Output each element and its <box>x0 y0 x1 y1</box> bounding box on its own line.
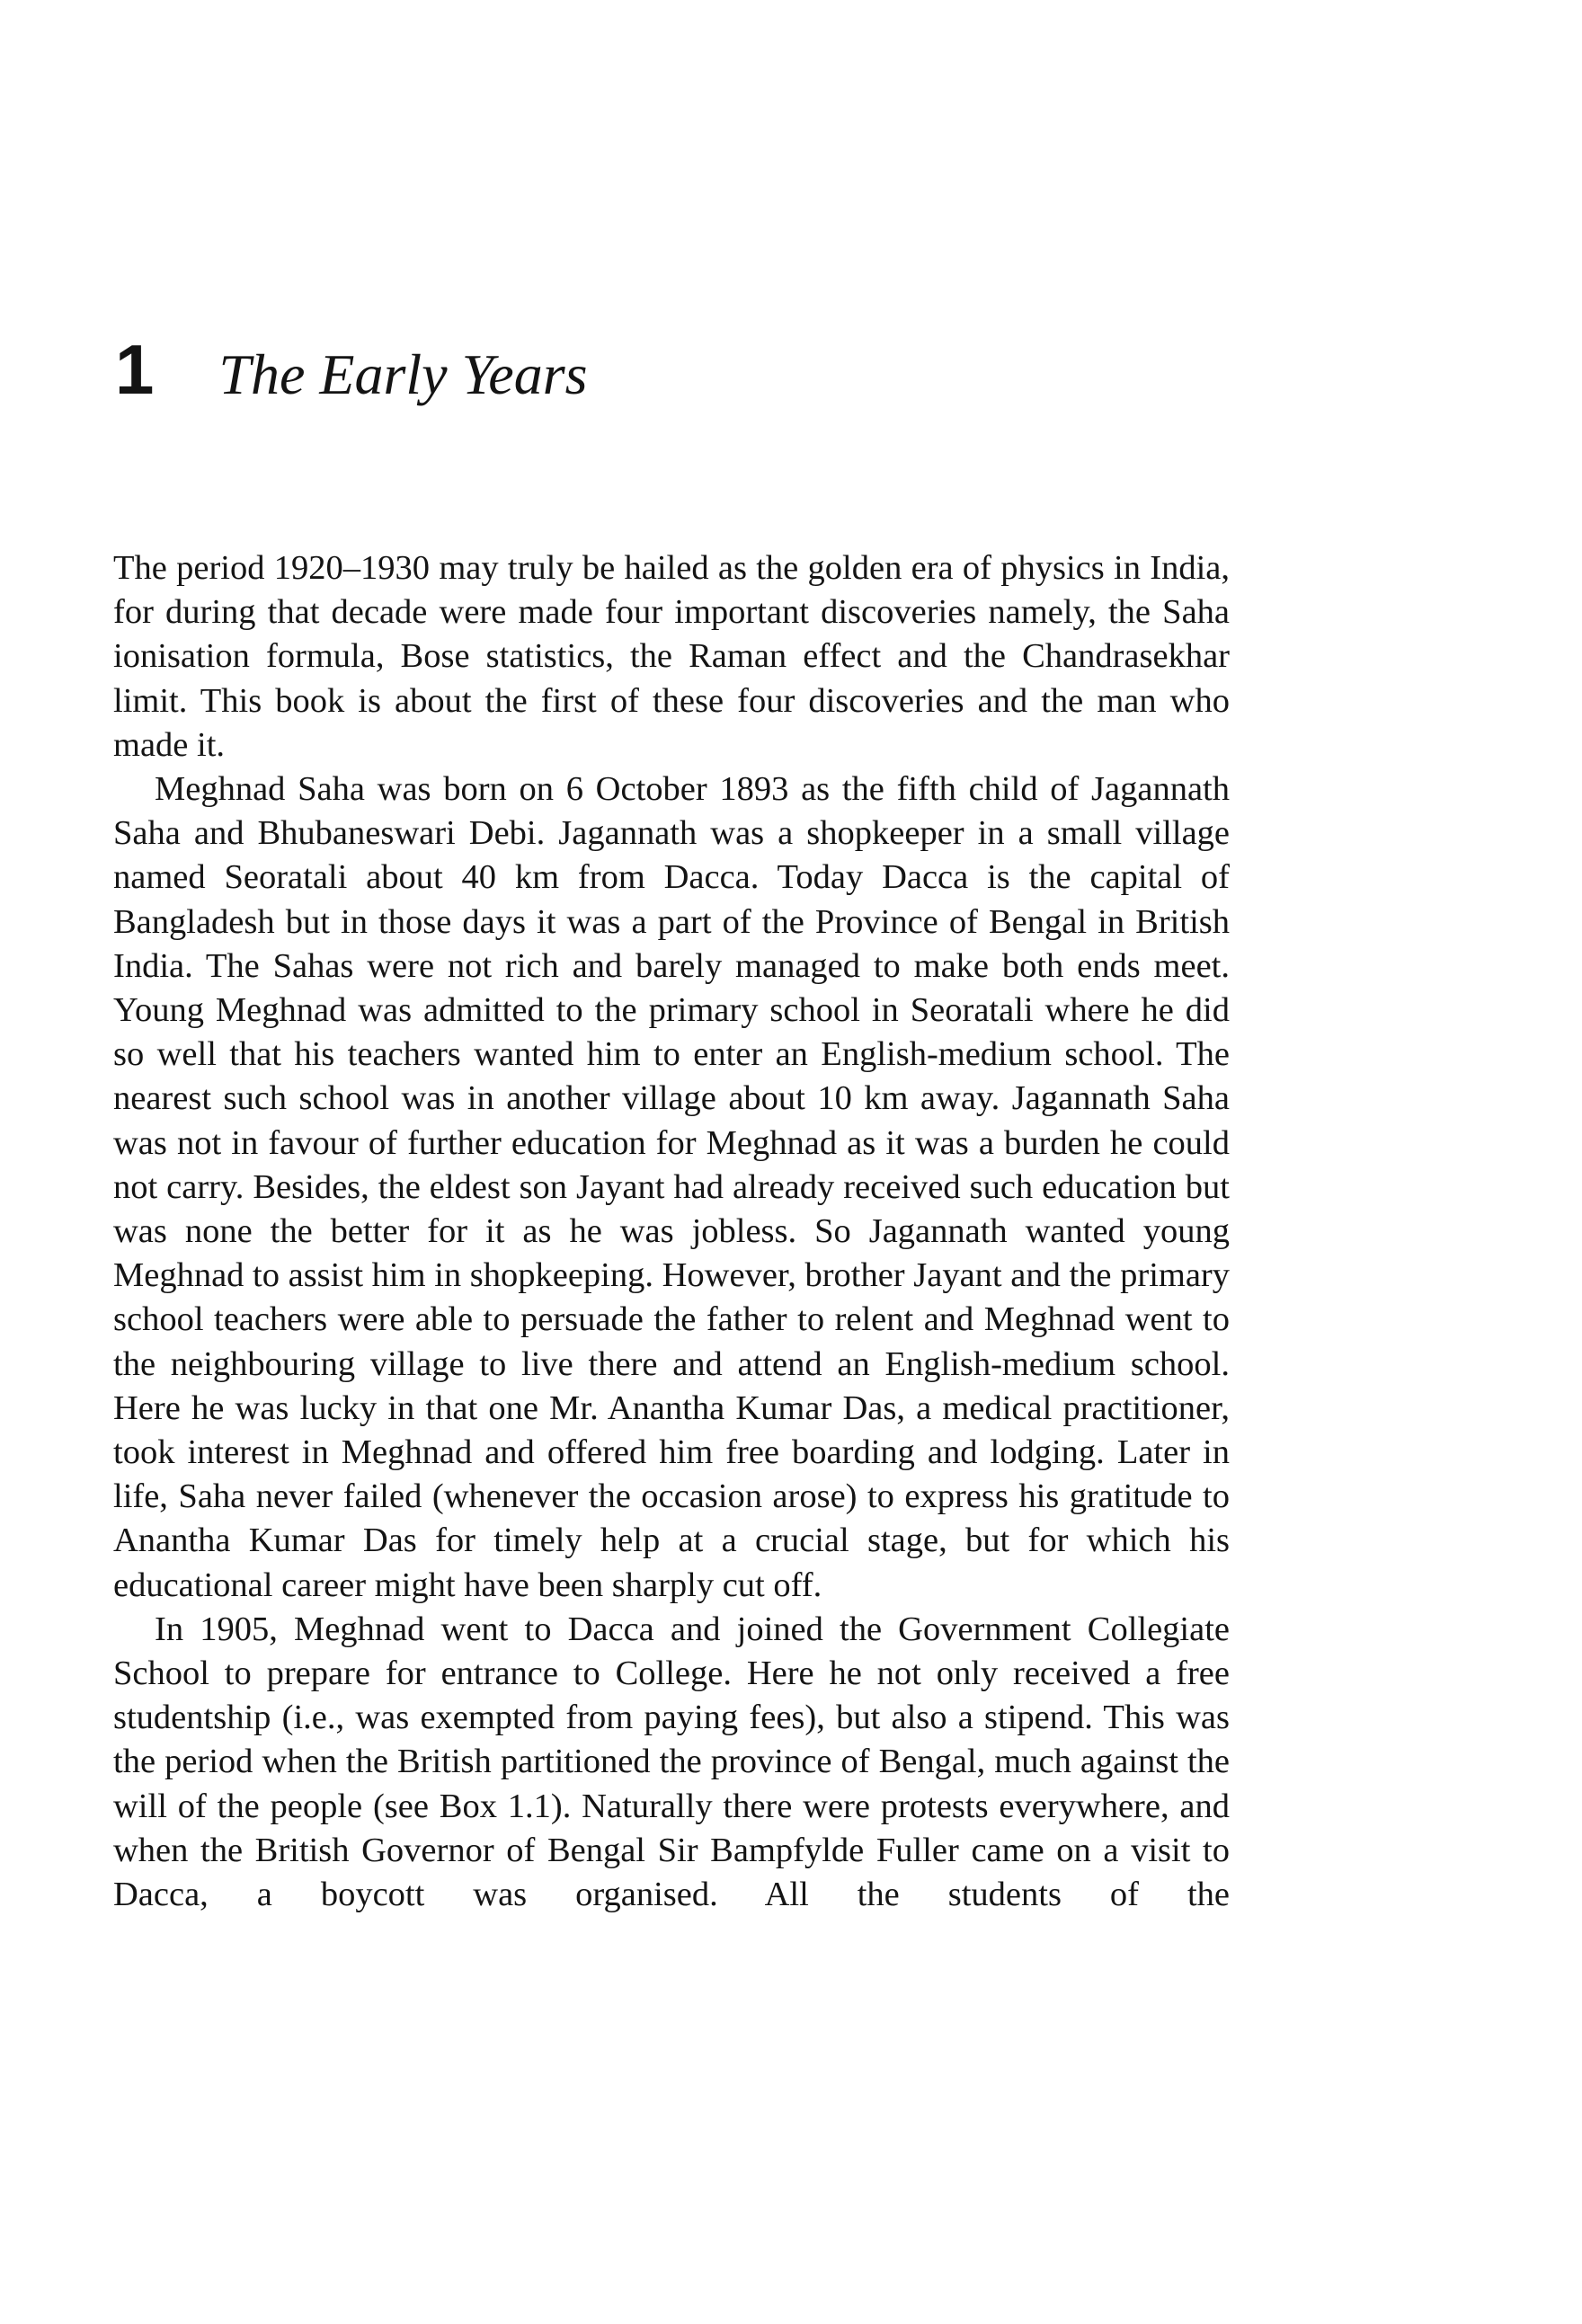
paragraph-early-life: Meghnad Saha was born on 6 October 1893 as the fifth child of Jagannath Saha and Bhubaneswari Debi. Jagannath was a shopkeeper in a small village named Seoratali about 40 km from Dacca. Today Dacca is the capital of Bangladesh but in those days it was a part of the Province of Bengal in British India. The Sahas were not rich and barely managed to make both ends meet. Young Meghnad was admitted to the primary school in Seoratali where he did so well that his teachers wanted him to enter an English-medium school. The nearest such school was in another village about 10 km away. Jagannath Saha was not in favour of further education for Meghnad as it was a burden he could not carry. Besides, the eldest son Jayant had already received such education but was none the better for it as he was jobless. So Jagannath wanted young Meghnad to assist him in shopkeeping. However, brother Jayant and the primary school teachers were able to persuade the father to relent and Meghnad went to the neighbouring village to live there and attend an English-medium school. Here he was lucky in that one Mr. Anantha Kumar Das, a medical practitioner, took interest in Meghnad and offered him free boarding and lodging. Later in life, Saha never failed (whenever the occasion arose) to express his gratitude to Anantha Kumar Das for timely help at a crucial stage, but for which his educational career might have been sharply cut off. <box>113 770 1230 1604</box>
chapter-title: The Early Years <box>218 342 588 406</box>
chapter-body <box>113 546 1230 1917</box>
chapter-number: 1 <box>115 330 155 409</box>
paragraph-dacca-school: In 1905, Meghnad went to Dacca and joined the Government Collegiate School to prepare for entrance to College. Here he not only received a free studentship (i.e., was exempted from paying fees), but also a stipend. This was the period when the British partitioned the province of Bengal, much against the will of the people (see Box 1.1). Naturally there were protests everywhere, and when the British Governor of Bengal Sir Bampfylde Fuller came on a visit to Dacca, a boycott was organised. All the students of the <box>113 1610 1230 1914</box>
paragraph-intro: The period 1920–1930 may truly be hailed as the golden era of physics in India, for during that decade were made four important discoveries namely, the Saha ionisation formula, Bose statistics, the Raman effect and the Chandrasekhar limit. This book is about the first of these four discoveries and the man who made it. <box>113 549 1230 764</box>
chapter-heading <box>115 330 588 409</box>
